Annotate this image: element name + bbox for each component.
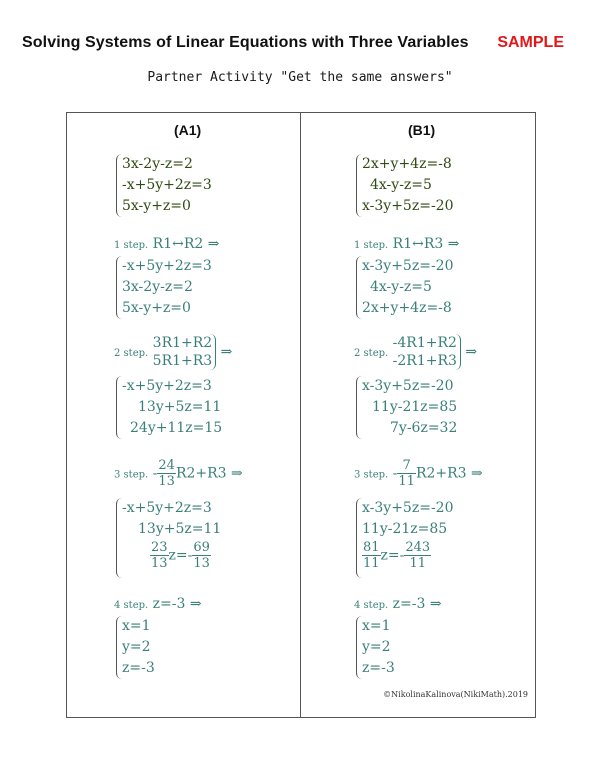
solution-a xyxy=(116,616,155,679)
step-3-b xyxy=(354,458,483,489)
sample-label: SAMPLE xyxy=(497,34,564,51)
equation: x=1 xyxy=(362,618,391,634)
equation: 5x-y+z=0 xyxy=(122,300,191,316)
equation: x-3y+5z=-20 xyxy=(362,378,454,394)
equation: -x+5y+2z=3 xyxy=(122,500,212,516)
solution-b xyxy=(356,616,395,679)
numerator: 24 xyxy=(158,458,175,473)
denominator: 13 xyxy=(158,474,175,489)
step-operation: R1↔R3 ⇒ xyxy=(392,236,460,252)
equation: 13y+5z=11 xyxy=(138,399,222,415)
equation-part: z=- xyxy=(168,547,193,564)
row-operations xyxy=(153,334,217,370)
system-a-step2 xyxy=(116,376,222,439)
step-2-b xyxy=(354,334,477,370)
equation: 11y-21z=85 xyxy=(372,399,458,415)
step-label: 1 step. xyxy=(114,240,149,251)
equation: 3x-2y-z=2 xyxy=(122,279,193,295)
row-operation: -2R1+R3 xyxy=(392,353,457,369)
equation: y=2 xyxy=(122,639,151,655)
row-operation: 3R1+R2 xyxy=(152,335,213,351)
column-divider xyxy=(300,112,301,718)
fraction xyxy=(150,540,169,571)
equation: x-3y+5z=-20 xyxy=(362,500,454,516)
column-b-title: (B1) xyxy=(408,122,436,138)
equation: 4x-y-z=5 xyxy=(370,177,432,193)
equation: z=-3 xyxy=(122,660,155,676)
system-b-step1 xyxy=(356,256,454,319)
step-operation: R2+R3 ⇒ xyxy=(175,465,243,482)
row-operations xyxy=(393,334,461,370)
sign: - xyxy=(152,465,158,482)
equation: -x+5y+2z=3 xyxy=(122,177,212,193)
system-a-step1 xyxy=(116,256,212,319)
fraction xyxy=(157,458,176,489)
equation: x-3y+5z=-20 xyxy=(362,258,454,274)
system-a-step3 xyxy=(116,498,221,578)
page-title: Solving Systems of Linear Equations with Three Variables xyxy=(22,34,469,51)
step-label: 2 step. xyxy=(114,348,149,359)
equation: -x+5y+2z=3 xyxy=(122,378,212,394)
numerator: 7 xyxy=(397,458,416,474)
fraction xyxy=(404,540,431,571)
denominator: 11 xyxy=(363,556,380,571)
row-operation: -4R1+R2 xyxy=(392,335,457,351)
equation xyxy=(362,540,454,571)
equation: 7y-6z=32 xyxy=(390,420,458,436)
sign: - xyxy=(392,465,398,482)
numerator: 81 xyxy=(363,540,380,555)
arrow: ⇒ xyxy=(465,344,478,360)
fraction xyxy=(397,458,416,489)
equation: 3x-2y-z=2 xyxy=(122,156,193,172)
equation: x-3y+5z=-20 xyxy=(362,198,454,214)
equation: z=-3 xyxy=(362,660,395,676)
equation: -x+5y+2z=3 xyxy=(122,258,212,274)
numerator: 69 xyxy=(193,540,210,555)
fraction xyxy=(362,540,381,571)
step-label: 3 step. xyxy=(354,469,389,481)
copyright-note: ©NikolinaKalinova(NikiMath).2019 xyxy=(383,690,528,699)
step-4-a xyxy=(114,596,202,612)
row-operation: 5R1+R3 xyxy=(152,353,213,369)
equation: x=1 xyxy=(122,618,151,634)
step-3-a xyxy=(114,458,243,489)
system-b-step3 xyxy=(356,498,454,578)
equation: 24y+11z=15 xyxy=(130,420,223,436)
denominator: 13 xyxy=(151,556,168,571)
step-operation: R2+R3 ⇒ xyxy=(415,465,483,482)
denominator: 11 xyxy=(398,474,415,489)
step-label: 2 step. xyxy=(354,348,389,359)
equation: 5x-y+z=0 xyxy=(122,198,191,214)
column-a-title: (A1) xyxy=(174,122,202,138)
denominator: 11 xyxy=(409,556,427,571)
numerator: 243 xyxy=(405,540,431,555)
equation: 13y+5z=11 xyxy=(138,521,222,537)
step-2-a xyxy=(114,334,232,370)
equation xyxy=(122,540,221,571)
arrow: ⇒ xyxy=(220,344,233,360)
step-4-b xyxy=(354,596,442,612)
equation: 11y-21z=85 xyxy=(362,521,448,537)
step-operation: z=-3 ⇒ xyxy=(392,596,442,612)
numerator: 23 xyxy=(151,540,168,555)
fraction xyxy=(192,540,211,571)
step-operation: R1↔R2 ⇒ xyxy=(152,236,220,252)
step-label: 1 step. xyxy=(354,240,389,251)
step-1-b xyxy=(354,236,459,252)
system-b xyxy=(356,154,454,217)
system-b-step2 xyxy=(356,376,457,439)
step-label: 3 step. xyxy=(114,469,149,481)
system-a xyxy=(116,154,212,217)
denominator: 13 xyxy=(193,556,210,571)
equation: y=2 xyxy=(362,639,391,655)
step-1-a xyxy=(114,236,219,252)
equation: 2x+y+4z=-8 xyxy=(362,300,452,316)
equation: 4x-y-z=5 xyxy=(370,279,432,295)
equation: 2x+y+4z=-8 xyxy=(362,156,452,172)
step-label: 4 step. xyxy=(354,600,389,611)
activity-subtitle: Partner Activity "Get the same answers" xyxy=(147,70,453,85)
equation-part: z=- xyxy=(380,547,405,564)
step-label: 4 step. xyxy=(114,600,149,611)
step-operation: z=-3 ⇒ xyxy=(152,596,202,612)
